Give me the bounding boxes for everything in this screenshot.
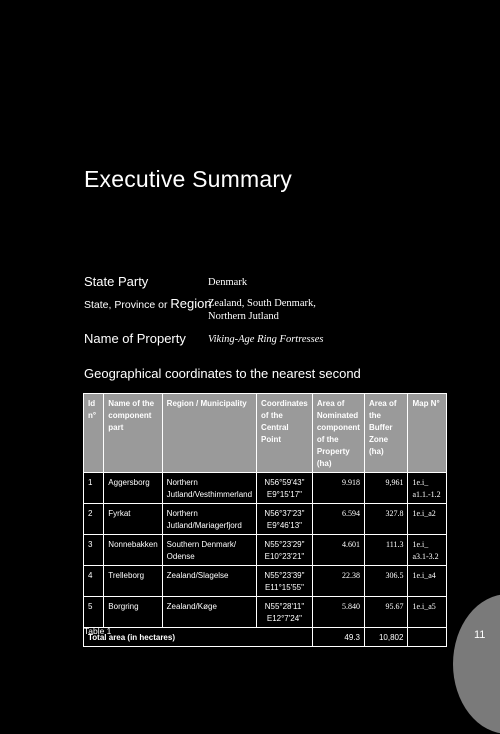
coord-n: N56°37'23": [264, 509, 305, 518]
cell-id: 2: [84, 504, 104, 535]
cell-name: Nonnebakken: [104, 535, 162, 566]
table-header-row: [84, 394, 447, 473]
cell-coordinates: [257, 597, 313, 628]
state-party-value: Denmark: [208, 277, 248, 288]
property-label: Name of Property: [84, 331, 186, 346]
table-row: [84, 535, 447, 566]
page-title: Executive Summary: [84, 166, 292, 192]
cell-area: 6.594: [312, 504, 364, 535]
cell-area: 22.38: [312, 566, 364, 597]
cell-coordinates: [257, 473, 313, 504]
cell-coordinates: [257, 504, 313, 535]
table-total-row: [84, 628, 447, 647]
cell-name: Aggersborg: [104, 473, 162, 504]
header-map: Map N°: [408, 394, 447, 473]
cell-id: 5: [84, 597, 104, 628]
header-id: Id n°: [84, 394, 104, 473]
total-label: Total area (in hectares): [84, 628, 313, 647]
coord-n: N55°23'39": [264, 571, 305, 580]
coord-n: N55°28'11": [264, 602, 305, 611]
region-value-line2: Northern Jutland: [208, 311, 279, 322]
cell-buffer: 9,961: [364, 473, 407, 504]
total-buffer: 10,802: [364, 628, 407, 647]
header-name: Name of the component part: [104, 394, 162, 473]
cell-name: Trelleborg: [104, 566, 162, 597]
cell-region: Southern Denmark/ Odense: [162, 535, 256, 566]
table-caption: Table 1: [84, 626, 112, 636]
property-value: Viking-Age Ring Fortresses: [208, 334, 324, 345]
cell-buffer: 306.5: [364, 566, 407, 597]
header-area: Area of Nominated component of the Property (ha): [312, 394, 364, 473]
table-row: [84, 473, 447, 504]
cell-area: 5.840: [312, 597, 364, 628]
cell-map: 1e.i_ a3.1-3.2: [408, 535, 447, 566]
cell-map: 1e.i_a4: [408, 566, 447, 597]
region-label-small: State, Province or: [84, 299, 171, 311]
cell-id: 1: [84, 473, 104, 504]
cell-buffer: 111.3: [364, 535, 407, 566]
state-party-label: State Party: [84, 274, 149, 289]
table-row: [84, 597, 447, 628]
header-region: Region / Municipality: [162, 394, 256, 473]
cell-region: Zealand/Køge: [162, 597, 256, 628]
cell-coordinates: [257, 535, 313, 566]
cell-map: 1e.i_a2: [408, 504, 447, 535]
coordinates-heading: Geographical coordinates to the nearest second: [84, 366, 361, 381]
region-value: [208, 297, 338, 323]
coord-n: N55°23'29": [264, 540, 305, 549]
cell-id: 3: [84, 535, 104, 566]
coord-e: E9°15'17": [266, 490, 303, 499]
table-row: [84, 504, 447, 535]
cell-name: Fyrkat: [104, 504, 162, 535]
header-buffer: Area of the Buffer Zone (ha): [364, 394, 407, 473]
cell-area: 9.918: [312, 473, 364, 504]
coord-e: E9°46'13": [266, 521, 303, 530]
cell-region: Northern Jutland/Vesthimmerland: [162, 473, 256, 504]
total-area: 49.3: [312, 628, 364, 647]
cell-buffer: 95.67: [364, 597, 407, 628]
coordinates-table: [83, 393, 447, 647]
cell-coordinates: [257, 566, 313, 597]
table-row: [84, 566, 447, 597]
cell-id: 4: [84, 566, 104, 597]
cell-buffer: 327.8: [364, 504, 407, 535]
region-label-big: Region: [170, 296, 212, 311]
region-value-line1: Zealand, South Denmark,: [208, 298, 316, 309]
page-number-badge: [453, 594, 500, 734]
total-map-empty: [408, 628, 447, 647]
coord-e: E12°7'24": [266, 614, 303, 623]
coord-e: E10°23'21": [264, 552, 305, 561]
cell-name: Borgring: [104, 597, 162, 628]
coord-n: N56°59'43": [264, 478, 305, 487]
coord-e: E11°15'55": [264, 583, 304, 592]
header-coordinates: Coordinates of the Central Point: [257, 394, 313, 473]
region-label: [84, 295, 212, 313]
cell-map: 1e.i_a5: [408, 597, 447, 628]
cell-region: Northern Jutland/Mariagerfjord: [162, 504, 256, 535]
page-number: 11: [474, 629, 486, 641]
cell-region: Zealand/Slagelse: [162, 566, 256, 597]
cell-map: 1e.i_ a1.1.-1.2: [408, 473, 447, 504]
cell-area: 4.601: [312, 535, 364, 566]
